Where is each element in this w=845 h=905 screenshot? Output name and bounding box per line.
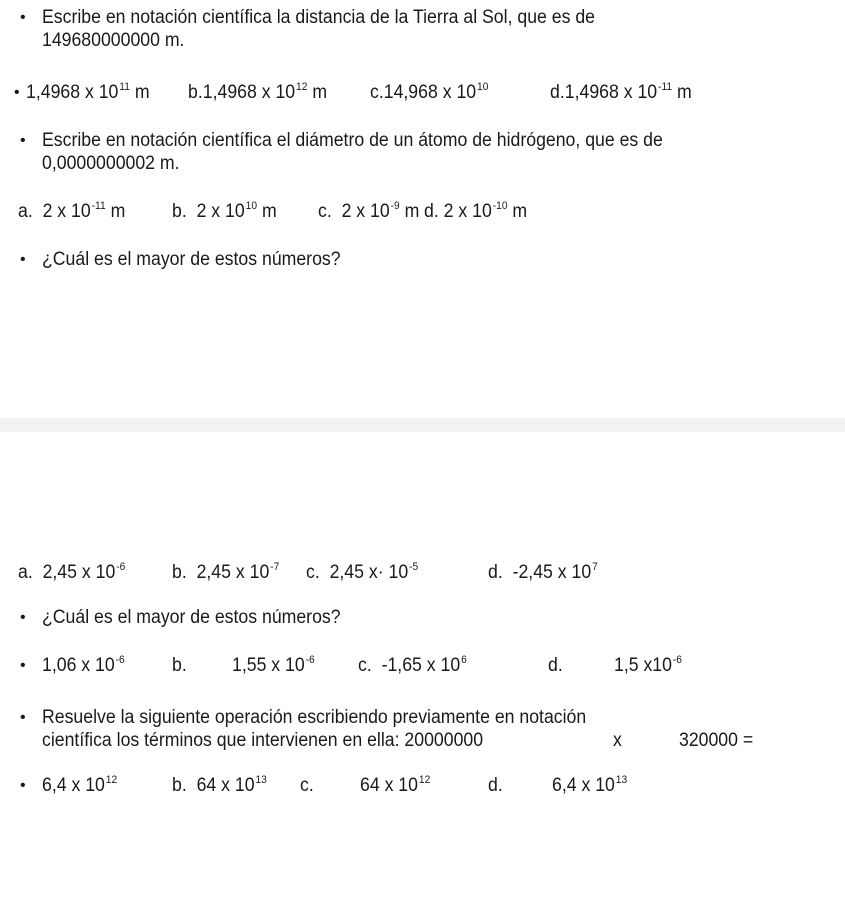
- option-exponent: 10: [245, 200, 258, 212]
- option-a[interactable]: [42, 654, 125, 680]
- question-2-value: 0,0000000002 m.: [42, 153, 180, 174]
- option-label: d.: [488, 562, 503, 583]
- option-c[interactable]: [360, 774, 430, 800]
- option-label: b.: [172, 562, 187, 583]
- option-d[interactable]: [614, 654, 682, 680]
- option-exponent: -6: [116, 561, 126, 573]
- option-label: c.: [306, 562, 320, 583]
- option-base: 2 x 10: [341, 201, 390, 222]
- bullet-icon: •: [20, 132, 26, 149]
- option-d-label: d.: [548, 655, 563, 676]
- option-exponent: 6: [461, 654, 467, 666]
- option-exponent: 7: [592, 561, 598, 573]
- option-b[interactable]: [188, 81, 327, 107]
- page-divider: [0, 418, 845, 432]
- question-5-text-2: científica los términos que intervienen en ella: 20000000: [42, 730, 484, 751]
- option-exponent: -11: [658, 81, 673, 93]
- option-exponent: 12: [105, 774, 118, 786]
- question-1-value: 149680000000 m.: [42, 30, 185, 51]
- option-base: 2,45 x 10: [196, 562, 270, 583]
- option-a[interactable]: [42, 774, 117, 800]
- question-5-text: Resuelve la siguiente operación escribiendo previamente en notación: [42, 707, 587, 728]
- option-exponent: 12: [418, 774, 431, 786]
- option-exponent: -10: [492, 200, 508, 212]
- option-c[interactable]: [358, 654, 467, 680]
- bullet-icon: •: [14, 84, 20, 101]
- option-exponent: 13: [615, 774, 628, 786]
- option-label: c.: [318, 201, 332, 222]
- option-base: 2 x 10: [42, 201, 91, 222]
- option-b[interactable]: [172, 561, 279, 587]
- option-unit: m: [257, 201, 277, 222]
- option-unit: m: [507, 201, 528, 222]
- option-c[interactable]: [370, 81, 488, 107]
- option-exponent: 11: [119, 81, 130, 93]
- option-unit: m: [129, 82, 150, 103]
- bullet-icon: •: [20, 251, 26, 268]
- question-1-text: Escribe en notación científica la distancia de la Tierra al Sol, que es de: [42, 7, 596, 28]
- option-base: 1,4968 x 10: [202, 82, 296, 103]
- question-5-rhs: 320000 =: [679, 730, 754, 751]
- option-label: c.: [358, 655, 372, 676]
- option-unit: m: [672, 82, 692, 103]
- option-base: 64 x 10: [360, 775, 418, 796]
- option-c[interactable]: [318, 200, 419, 226]
- option-base: 2,45 x· 10: [329, 562, 409, 583]
- option-exponent: -5: [409, 561, 419, 573]
- option-exponent: -9: [390, 200, 400, 212]
- option-c-label: c.: [300, 775, 314, 796]
- question-2-text: Escribe en notación científica el diámetro de un átomo de hidrógeno, que es de: [42, 130, 663, 151]
- option-label: d.: [550, 82, 565, 103]
- option-label: d.: [424, 201, 439, 222]
- option-exponent: -11: [91, 200, 106, 212]
- bullet-icon: •: [20, 609, 26, 626]
- option-base: 2 x 10: [443, 201, 492, 222]
- option-base: 1,4968 x 10: [564, 82, 658, 103]
- option-a[interactable]: [18, 200, 125, 226]
- option-exponent: 10: [477, 81, 489, 93]
- option-base: 1,5 x10: [614, 655, 672, 676]
- option-exponent: -6: [305, 654, 315, 666]
- option-label: b.: [172, 201, 187, 222]
- option-base: 6,4 x 10: [42, 775, 105, 796]
- option-d[interactable]: [424, 200, 527, 226]
- bullet-icon: •: [20, 657, 26, 674]
- bullet-icon: •: [20, 9, 26, 26]
- option-exponent: -6: [115, 654, 125, 666]
- option-label: a.: [18, 562, 33, 583]
- option-c[interactable]: [306, 561, 418, 587]
- option-label: a.: [18, 201, 33, 222]
- option-b[interactable]: [232, 654, 315, 680]
- option-unit: m: [307, 82, 328, 103]
- option-d-label: d.: [488, 775, 503, 796]
- option-label: b.: [172, 775, 187, 796]
- option-d[interactable]: [488, 561, 598, 587]
- question-3-text: ¿Cuál es el mayor de estos números?: [42, 249, 341, 270]
- option-a[interactable]: [26, 81, 150, 107]
- option-exponent: 13: [255, 774, 267, 786]
- option-base: 2 x 10: [196, 201, 245, 222]
- option-unit: m: [399, 201, 420, 222]
- option-exponent: 12: [296, 81, 308, 93]
- option-label: c.: [370, 82, 384, 103]
- option-d[interactable]: [552, 774, 627, 800]
- bullet-icon: •: [20, 777, 26, 794]
- option-unit: m: [105, 201, 126, 222]
- option-label: b.: [188, 82, 203, 103]
- option-a[interactable]: [18, 561, 125, 587]
- question-4-text: ¿Cuál es el mayor de estos números?: [42, 607, 341, 628]
- option-base: 14,968 x 10: [383, 82, 477, 103]
- option-base: 1,55 x 10: [232, 655, 305, 676]
- operator-multiply: x: [613, 730, 622, 751]
- option-exponent: -7: [270, 561, 280, 573]
- option-exponent: -6: [672, 654, 682, 666]
- option-b[interactable]: [172, 774, 267, 800]
- option-base: 6,4 x 10: [552, 775, 615, 796]
- option-b-label: b.: [172, 655, 187, 676]
- option-base: 1,4968 x 10: [26, 82, 119, 103]
- option-base: -1,65 x 10: [381, 655, 461, 676]
- option-base: 2,45 x 10: [42, 562, 116, 583]
- option-base: 1,06 x 10: [42, 655, 115, 676]
- bullet-icon: •: [20, 709, 26, 726]
- option-b[interactable]: [172, 200, 277, 226]
- option-d[interactable]: [550, 81, 692, 107]
- option-base: -2,45 x 10: [512, 562, 592, 583]
- option-base: 64 x 10: [196, 775, 255, 796]
